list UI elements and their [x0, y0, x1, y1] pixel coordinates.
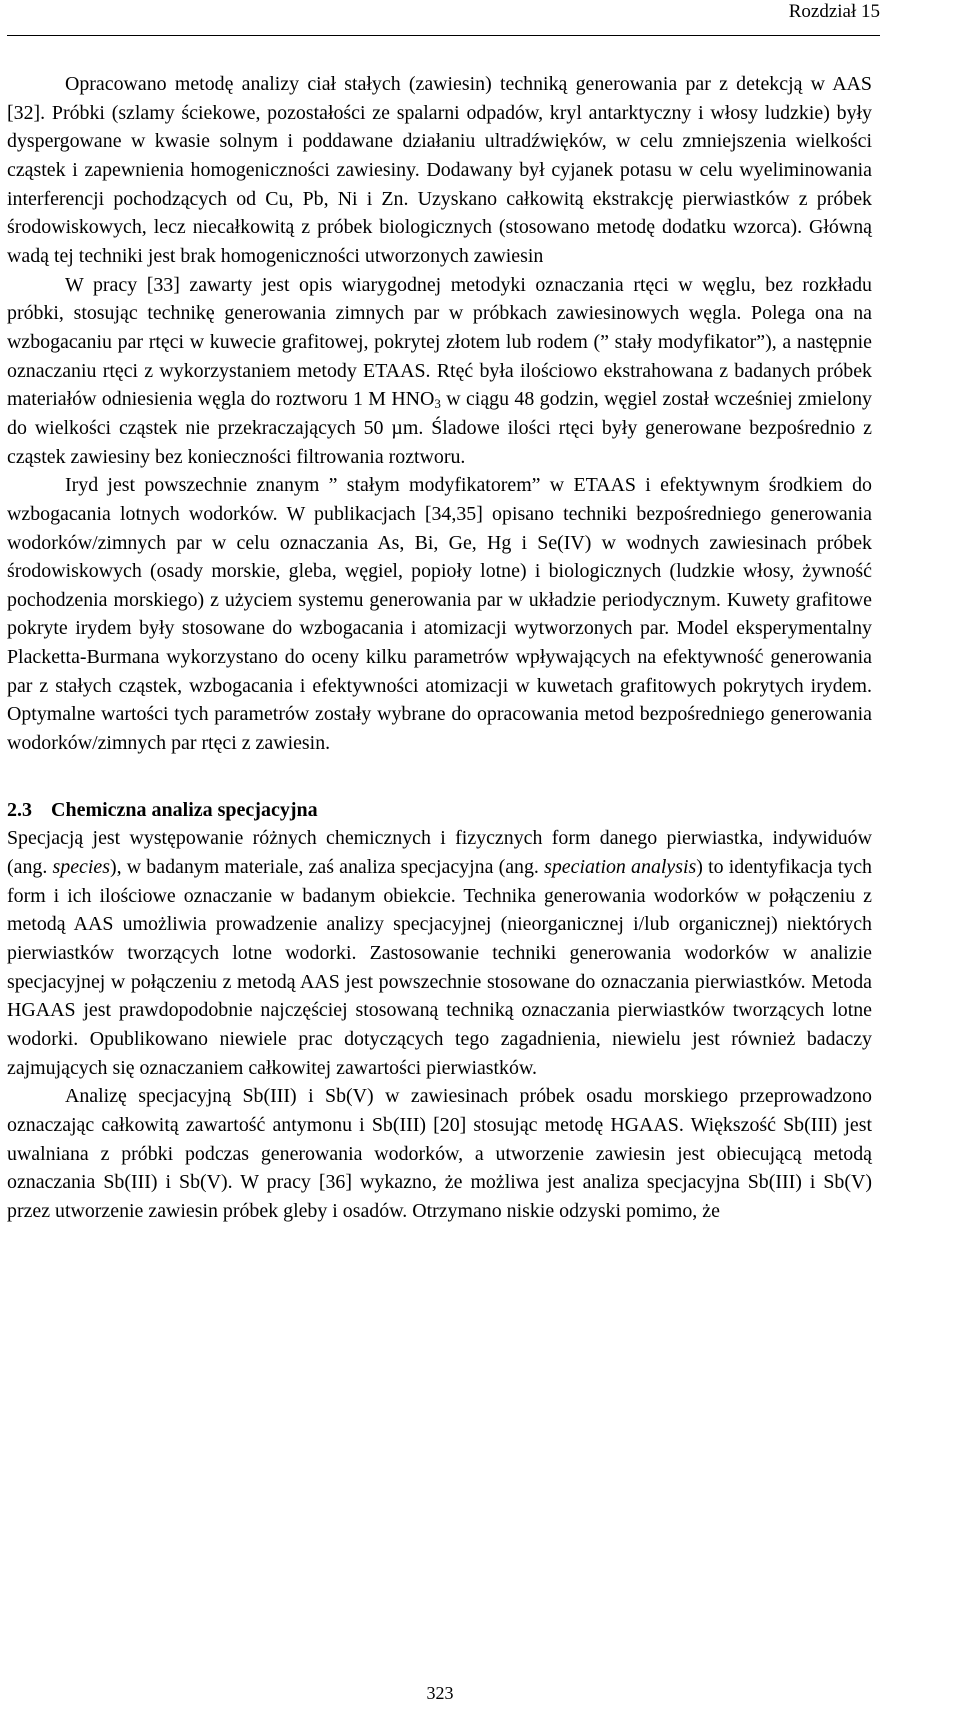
paragraph-mercury-coal-part1: W pracy [33] zawarty jest opis wiarygodnej metodyki oznaczania rtęci w węglu, bez rozkładu próbki, stosując technikę generowania zimnych par w próbkach zawiesinowych węgla. Polega ona na wzbogacaniu par rtęci w kuwecie grafitowej, pokrytej złotem lub rodem (” stały modyfikator”), a następnie oznaczaniu rtęci z wykorzystaniem metody ETAAS. Rtęć była ilościowo ekstrahowana z badanych próbek materiałów odniesienia węgla do roztworu 1 M HNO [7, 273, 872, 411]
section-heading [7, 796, 872, 825]
paragraph-mercury-coal [7, 271, 872, 472]
paragraph-speciation-definition [7, 824, 872, 1082]
page-header [7, 0, 880, 36]
section-number: 2.3 [7, 798, 32, 821]
speciation-text-a: Specjacją jest występowanie różnych chemicznych i fizycznych form danego pierwiastka, indywiduów (ang. [7, 827, 872, 879]
page-number: 323 [426, 1683, 454, 1703]
speciation-text-b: ), w badanym materiale, zaś analiza specjacyjna (ang. [109, 856, 545, 879]
paragraph-mercury-coal-part2: w ciągu 48 godzin, węgiel został wcześniej zmielony do wielkości cząstek nie przekraczających 50 µm. Śladowe ilości rtęci były generowane bezpośrednio z cząstek zawiesiny bez konieczności filtrowania roztworu. [7, 388, 872, 468]
hno3-subscript: 3 [434, 396, 441, 412]
page-body [7, 70, 872, 1226]
term-species: species [52, 856, 110, 879]
paragraph-slurry-analysis: Opracowano metodę analizy ciał stałych (zawiesin) techniką generowania par z detekcją w AAS [32]. Próbki (szlamy ściekowe, pozostałości ze spalarni odpadów, kryl antarktyczny i włosy ludzkie) były dyspergowane w kwasie solnym i poddawane działaniu ultradźwięków, w celu zmniejszenia wielkości cząstek i zapewnienia homogeniczności zawiesiny. Dodawany był cyjanek potasu w celu wyeliminowania interferencji pochodzących od Cu, Pb, Ni i Zn. Uzyskano całkowitą ekstrakcję pierwiastków z próbek środowiskowych, lecz niecałkowitą z próbek biologicznych (stosowano metodę dodatku wzorca). Główną wadą tej techniki jest brak homogeniczności utworzonych zawiesin [7, 73, 872, 267]
chapter-title: Rozdział 15 [788, 1, 880, 22]
section-title: Chemiczna analiza specjacyjna [51, 798, 318, 821]
speciation-text-c: ) to identyfikacja tych form i ich ilościowe oznaczanie w badanym obiekcie. Technika generowania wodorków w połączeniu z metodą AAS umożliwia prowadzenie analizy specjacyjnej (nieorganicznej i/lub organicznej) niektórych pierwiastków tworzących lotne wodorki. Zastosowanie techniki generowania wodorków w analizie specjacyjnej w połączeniu z metodą AAS jest powszechnie stosowane do oznaczania pierwiastków. Metoda HGAAS jest prawdopodobnie najczęściej stosowaną techniką oznaczania pierwiastków tworzących lotne wodorki. Opublikowano niewiele prac dotyczących tego zagadnienia, niewielu jest również badaczy zajmujących się oznaczaniem całkowitej zawartości pierwiastków. [7, 856, 872, 1079]
paragraph-iridium-modifier: Iryd jest powszechnie znanym ” stałym modyfikatorem” w ETAAS i efektywnym środkiem do wzbogacania lotnych wodorków. W publikacjach [34,35] opisano techniki bezpośredniego generowania wodorków/zimnych par w celu oznaczania As, Bi, Ge, Hg i Se(IV) w wodnych zawiesinach próbek środowiskowych (osady morskie, gleba, węgiel, popioły lotne) i biologicznych (ludzkie włosy, żywność pochodzenia morskiego) z użyciem systemu generowania par w układzie periodycznym. Kuwety grafitowe pokryte irydem były stosowane do wzbogacania i atomizacji wytworzonych par. Model eksperymentalny Placketta-Burmana wykorzystano do oceny kilku parametrów wpływających na efektywność generowania par z stałych cząstek, wzbogacania i efektywności atomizacji w kuwetach grafitowych pokrytych irydem. Optymalne wartości tych parametrów zostały wybrane do opracowania metod bezpośredniego generowania wodorków/zimnych par rtęci z zawiesin. [7, 474, 872, 755]
term-speciation-analysis: speciation analysis [544, 856, 697, 879]
paragraph-antimony-speciation: Analizę specjacyjną Sb(III) i Sb(V) w zawiesinach próbek osadu morskiego przeprowadzono oznaczając całkowitą zawartość antymonu i Sb(III) [20] stosując metodę HGAAS. Większość Sb(III) jest uwalniana z próbki podczas generowania wodorków, a utworzenie zawiesin jest obiecującą metodą oznaczania Sb(III) i Sb(V). W pracy [36] wykazno, że możliwa jest analiza specjacyjna Sb(III) i Sb(V) przez utworzenie zawiesin próbek gleby i osadów. Otrzymano niskie odzyski pomimo, że [7, 1085, 872, 1222]
